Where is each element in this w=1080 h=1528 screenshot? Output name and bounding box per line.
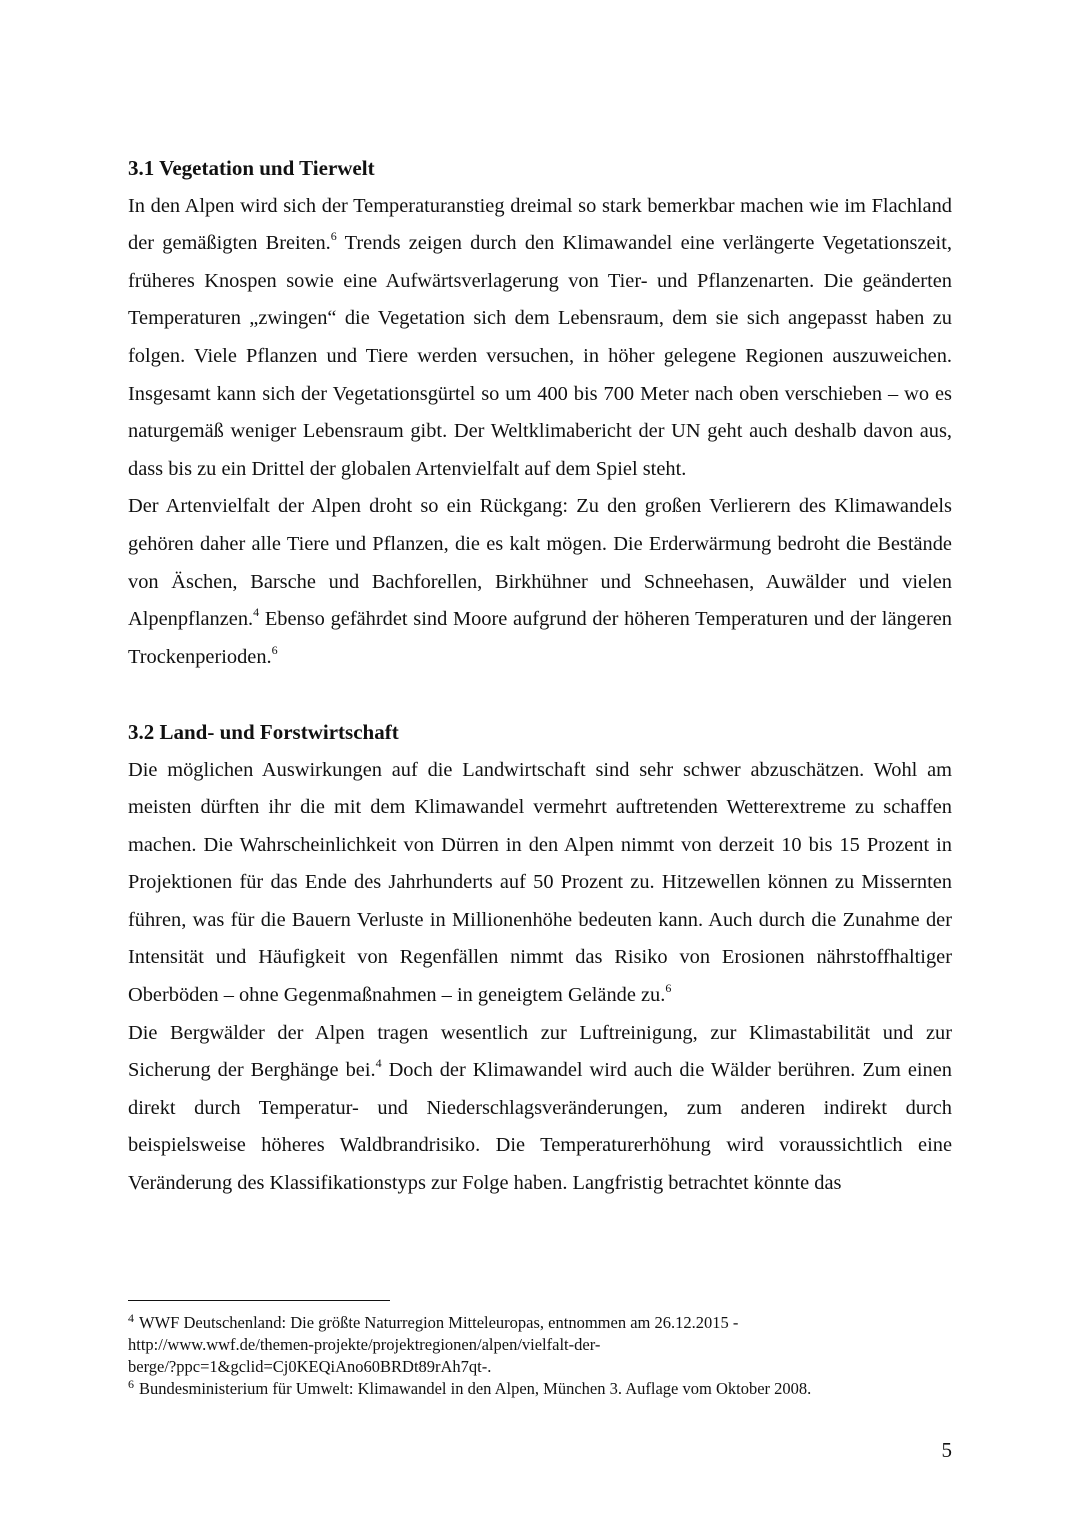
footnote-link[interactable]: http://www.wwf.de/themen-projekte/projektregionen/alpen/vielfalt-der- <box>128 1335 601 1354</box>
page-number: 5 <box>941 1438 952 1462</box>
footnote-separator <box>128 1300 390 1301</box>
section-heading-agriculture: 3.2 Land- und Forstwirtschaft <box>128 719 399 744</box>
footnotes <box>128 1312 952 1400</box>
body-text <box>128 150 952 1203</box>
footnote-6 <box>128 1378 952 1400</box>
text-run: Doch der Klimawandel wird auch die Wälder berühren. Zum einen direkt durch Temperatur- und Niederschlagsveränderungen, zum anderen indirekt durch beispielsweise höheres Waldbrandrisiko. Die Temperaturerhöhung wird voraussichtlich eine Veränderung des Klassifikationstyps zur Folge haben. Langfristig betrachtet könnte das <box>128 1059 952 1195</box>
text-run: Die möglichen Auswirkungen auf die Landwirtschaft sind sehr schwer abzuschätzen. Wohl am meisten dürften ihr die mit dem Klimawandel vermehrt auftretenden Wetterextreme zu schaffen machen. Die Wahrscheinlichkeit von Dürren in den Alpen nimmt von derzeit 10 bis 15 Prozent in Projektionen für das Ende des Jahrhunderts auf 50 Prozent zu. Hitzewellen können zu Missernten führen, was für die Bauern Verluste in Millionenhöhe bedeuten kann. Auch durch die Zunahme der Intensität und Häufigkeit von Regenfällen nimmt das Risiko von Erosionen nährstoffhaltiger Oberböden – ohne Gegenmaßnahmen – in geneigtem Gelände zu. <box>128 758 952 1007</box>
footnote-ref[interactable]: 4 <box>253 605 260 620</box>
text-run: Der Artenvielfalt der Alpen droht so ein Rückgang: Zu den großen Verlierern des Klimawandels gehören daher alle Tiere und Pflanzen, die es kalt mögen. Die Erderwärmung bedroht die Bestände von Äschen, Barsche und Bachforellen, Birkhühner und Schneehasen, Auwälder und vielen Alpenpflanzen. <box>128 495 952 631</box>
footnote-ref[interactable]: 6 <box>330 229 337 244</box>
footnote-ref[interactable]: 4 <box>375 1056 382 1071</box>
paragraph-agriculture-1 <box>128 752 952 1015</box>
paragraph-vegetation-1 <box>128 188 952 489</box>
section-heading-vegetation: 3.1 Vegetation und Tierwelt <box>128 156 375 180</box>
footnote-ref[interactable]: 6 <box>271 642 278 657</box>
footnote-text: Bundesministerium für Umwelt: Klimawandel in den Alpen, München 3. Auflage vom Oktober 2008. <box>139 1379 812 1398</box>
text-run: Trends zeigen durch den Klimawandel eine verlängerte Vegetationszeit, früheres Knospen sowie eine Aufwärtsverlagerung von Tier- und Pflanzenarten. Die geänderten Temperaturen „zwingen“ die Vegetation sich dem Lebensraum, dem sie sich angepasst haben zu folgen. Viele Pflanzen und Tiere werden versuchen, in höher gelegene Regionen auszuweichen. Insgesamt kann sich der Vegetationsgürtel so um 400 bis 700 Meter nach oben verschieben – wo es naturgemäß weniger Lebensraum gibt. Der Weltklimabericht der UN geht auch deshalb davon aus, dass bis zu ein Drittel der globalen Artenvielfalt auf dem Spiel steht. <box>128 232 952 480</box>
footnote-4 <box>128 1312 952 1378</box>
text-run: In den Alpen wird sich der Temperaturanstieg dreimal so stark bemerkbar machen wie im Flachland der gemäßigten Breiten. <box>128 194 952 255</box>
paragraph-agriculture-2 <box>128 1015 952 1203</box>
text-run: Die Bergwälder der Alpen tragen wesentlich zur Luftreinigung, zur Klimastabilität und zur Sicherung der Berghänge bei. <box>128 1021 952 1082</box>
text-run: Ebenso gefährdet sind Moore aufgrund der höheren Temperaturen und der längeren Trockenperioden. <box>128 608 952 668</box>
footnote-ref[interactable]: 6 <box>665 981 672 996</box>
footnote-text: WWF Deutschenland: Die größte Naturregion Mitteleuropas, entnommen am 26.12.2015 - <box>139 1313 739 1332</box>
footnote-link-cont[interactable]: berge/?ppc=1&gclid=Cj0KEQiAno60BRDt89rAh7qt-. <box>128 1357 492 1376</box>
footnote-marker: 6 <box>128 1377 134 1391</box>
section-spacer <box>128 676 952 714</box>
paragraph-vegetation-2 <box>128 488 952 676</box>
footnote-marker: 4 <box>128 1311 134 1325</box>
